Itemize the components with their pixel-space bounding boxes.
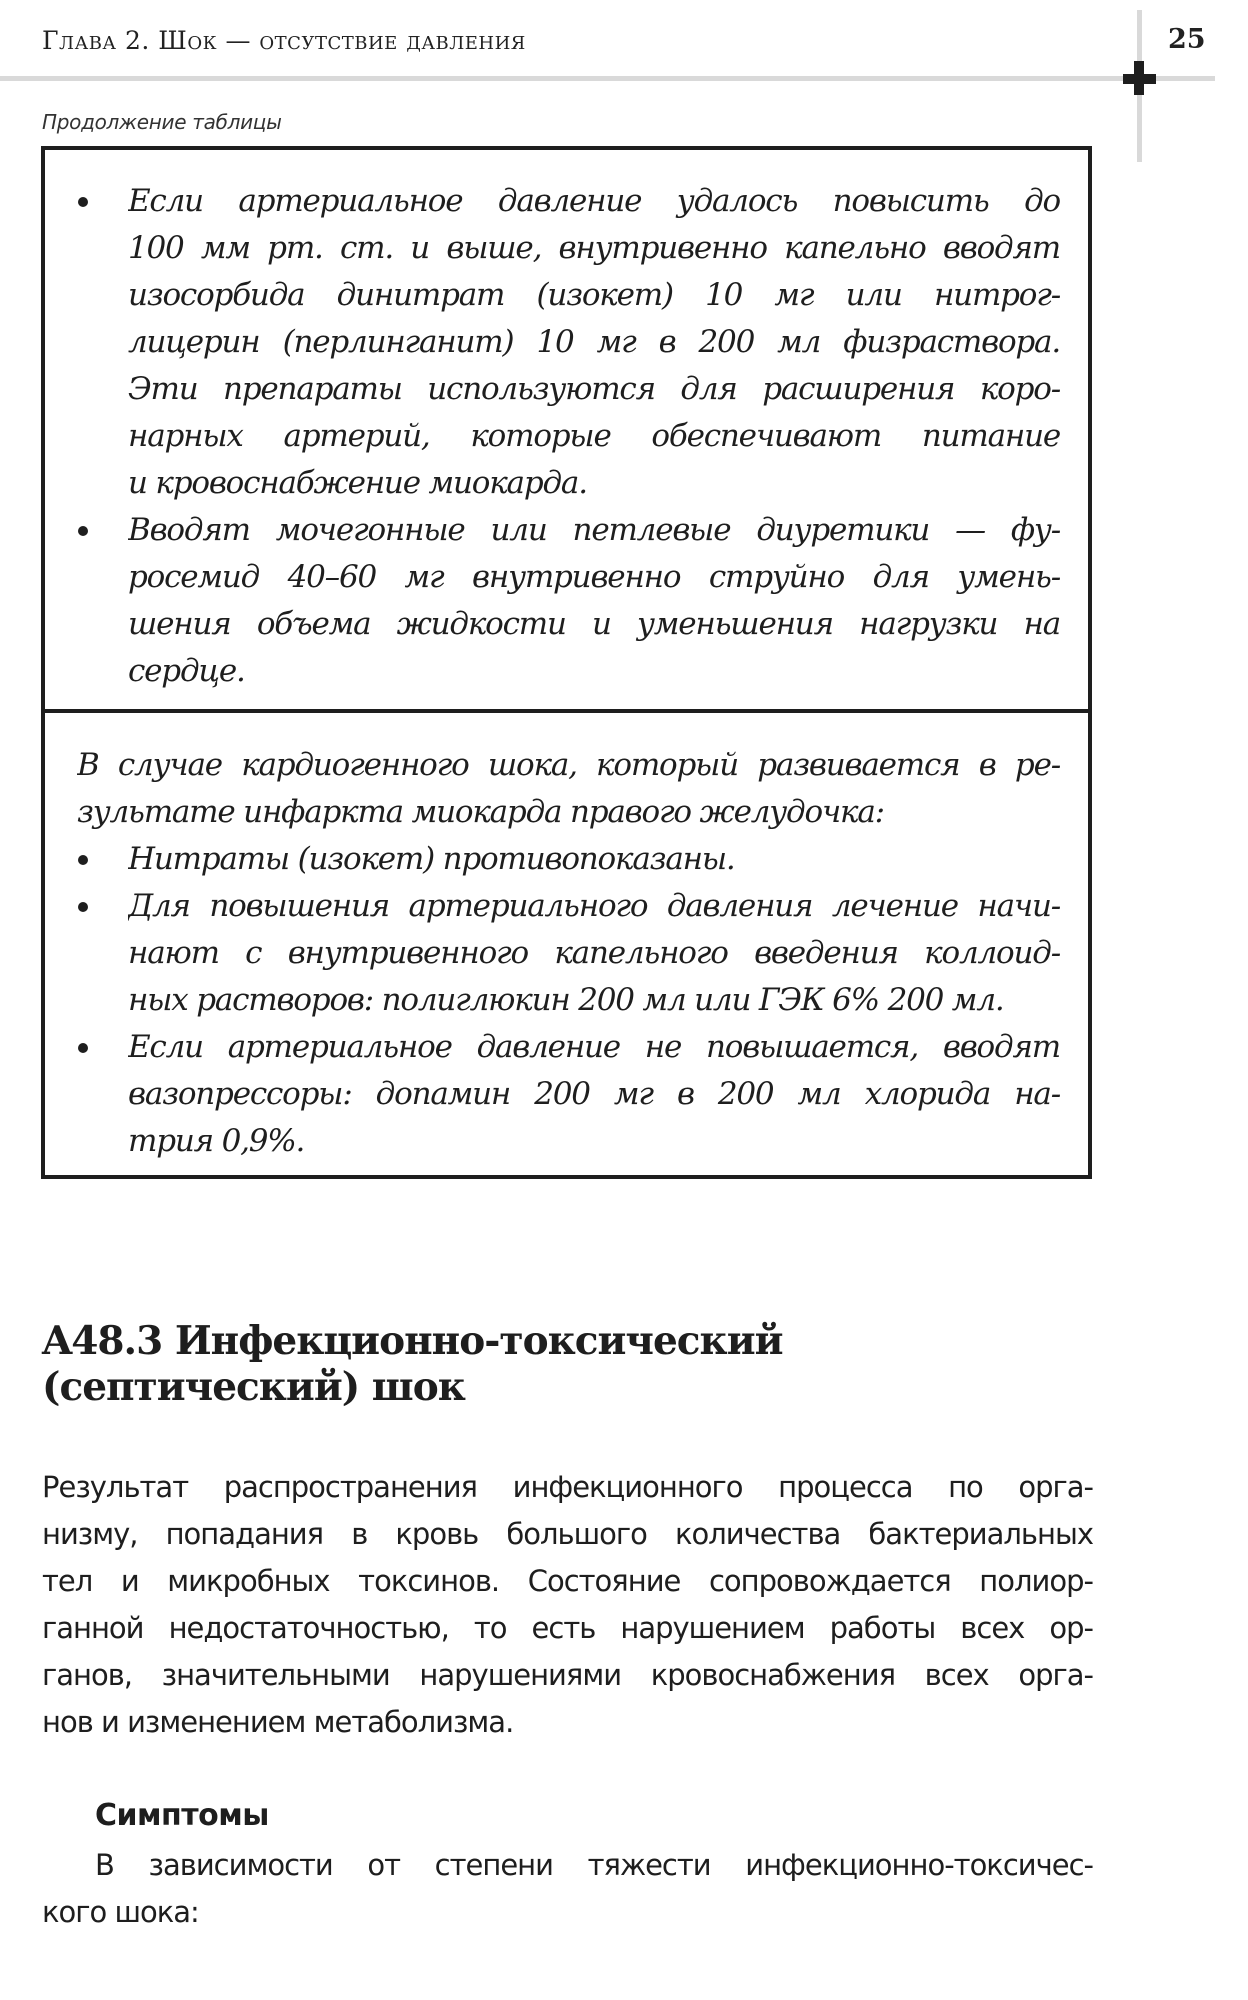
bullet-icon xyxy=(78,1043,88,1053)
cell1-line: лицерин (перлинганит) 10 мг в 200 мл физраствора. xyxy=(128,324,1060,360)
bullet-icon xyxy=(78,855,88,865)
paragraph-line: Результат распространения инфекционного процесса по орга- xyxy=(42,1470,1093,1504)
crop-mark-icon-vertical xyxy=(1134,61,1144,95)
cell2-line: Нитраты (изокет) противопоказаны. xyxy=(128,841,735,877)
section-heading-line: A48.3 Инфекционно-токсический xyxy=(42,1318,783,1364)
cell1-line: сердце. xyxy=(128,653,245,689)
cell2-line: В случае кардиогенного шока, который развивается в ре- xyxy=(77,747,1060,783)
cell1-line: 100 мм рт. ст. и выше, внутривенно капельно вводят xyxy=(128,230,1060,266)
bullet-icon xyxy=(78,526,88,536)
cell2-line: вазопрессоры: допамин 200 мг в 200 мл хлорида на- xyxy=(128,1076,1060,1112)
cell2-line: ных растворов: полиглюкин 200 мл или ГЭК 6% 200 мл. xyxy=(128,982,1004,1018)
cell1-line: и кровоснабжение миокарда. xyxy=(128,465,587,501)
header-rule xyxy=(0,76,1215,81)
cell2-line: трия 0,9%. xyxy=(128,1123,305,1159)
cell1-line: росемид 40–60 мг внутривенно струйно для умень- xyxy=(128,559,1060,595)
paragraph-line: нов и изменением метаболизма. xyxy=(42,1705,514,1739)
section-heading xyxy=(42,1318,1042,1410)
cell1-line: Если артериальное давление удалось повысить до xyxy=(128,183,1060,219)
table-caption: Продолжение таблицы xyxy=(42,110,282,134)
paragraph-line: кого шока: xyxy=(42,1895,199,1929)
page-number: 25 xyxy=(1168,24,1206,55)
bullet-icon xyxy=(78,902,88,912)
cell1-line: нарных артерий, которые обеспечивают питание xyxy=(128,418,1060,454)
cell1-line: изосорбида динитрат (изокет) 10 мг или нитрог- xyxy=(128,277,1060,313)
paragraph-line: ганов, значительными нарушениями кровоснабжения всех орга- xyxy=(42,1658,1093,1692)
paragraph-line: В зависимости от степени тяжести инфекционно-токсичес- xyxy=(95,1848,1093,1882)
cell2-line: нают с внутривенного капельного введения коллоид- xyxy=(128,935,1060,971)
cell2-line: зультате инфаркта миокарда правого желудочка: xyxy=(77,794,884,830)
section-heading-line: (септический) шок xyxy=(42,1364,465,1410)
table-cell-divider xyxy=(41,709,1092,713)
cell2-line: Для повышения артериального давления лечение начи- xyxy=(128,888,1060,924)
cell2-line: Если артериальное давление не повышается, вводят xyxy=(128,1029,1060,1065)
bullet-icon xyxy=(78,197,88,207)
paragraph-line: тел и микробных токсинов. Состояние сопровождается полиор- xyxy=(42,1564,1093,1598)
running-header-title: Глава 2. Шок — отсутствие давления xyxy=(42,26,526,55)
symptoms-heading: Симптомы xyxy=(95,1798,269,1833)
paragraph-line: низму, попадания в кровь большого количества бактериальных xyxy=(42,1517,1093,1551)
cell1-line: шения объема жидкости и уменьшения нагрузки на xyxy=(128,606,1060,642)
cell1-line: Вводят мочегонные или петлевые диуретики — фу- xyxy=(128,512,1060,548)
cell1-line: Эти препараты используются для расширения коро- xyxy=(128,371,1060,407)
paragraph-line: ганной недостаточностью, то есть нарушением работы всех ор- xyxy=(42,1611,1093,1645)
